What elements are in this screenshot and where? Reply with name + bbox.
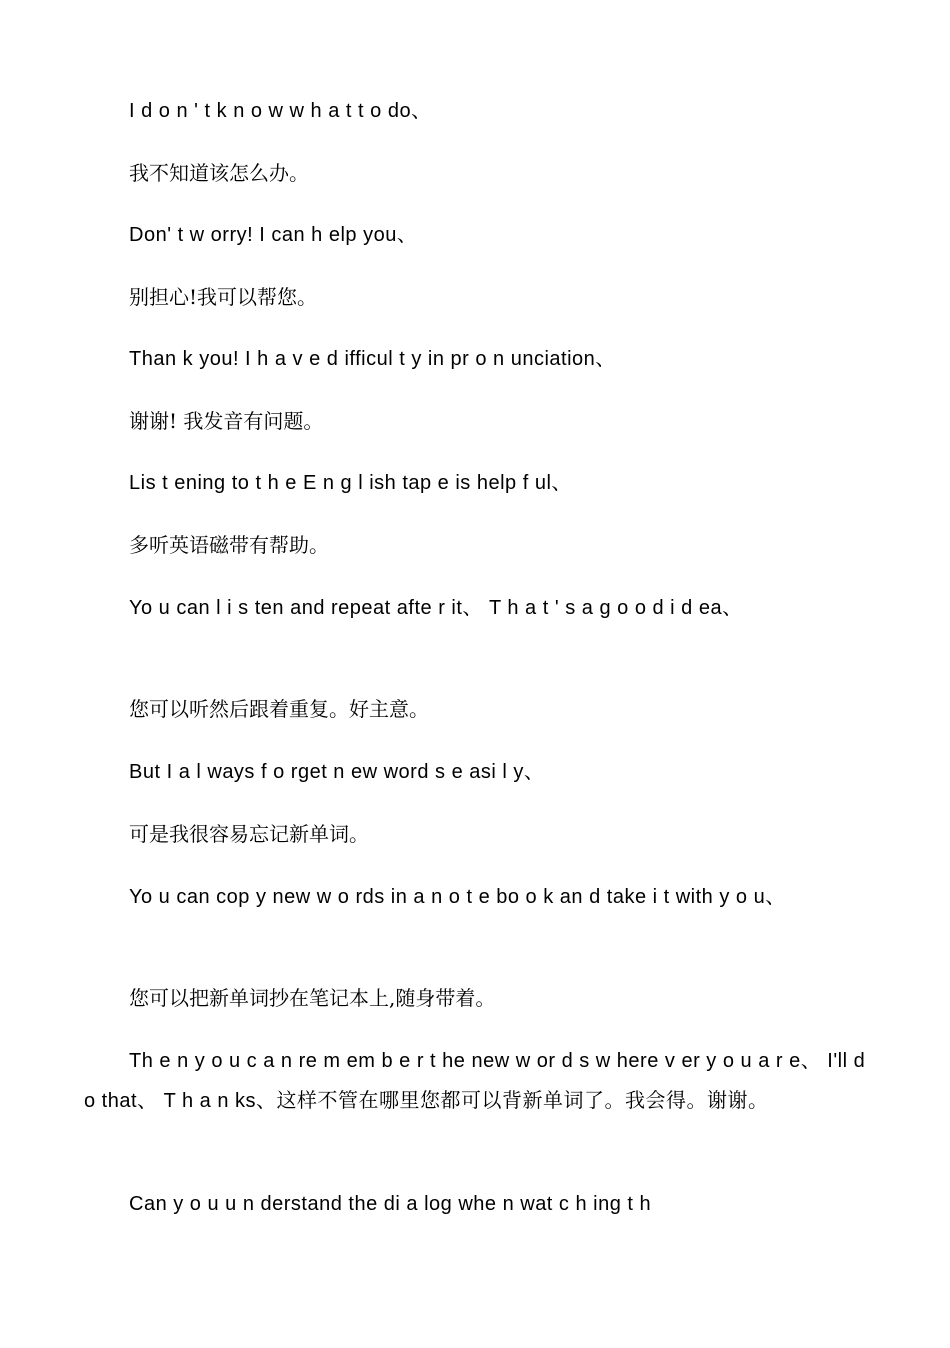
- english-sentence-4: Lis t ening to t h e E n g l ish tap e is help f ul、: [129, 472, 572, 494]
- chinese-translation-4: 多听英语磁带有帮助。: [129, 533, 329, 557]
- chinese-translation-6: 可是我很容易忘记新单词。: [129, 822, 369, 846]
- chinese-translation-2: 别担心!我可以帮您。: [129, 285, 318, 309]
- chinese-translation-5: 您可以听然后跟着重复。好主意。: [129, 697, 429, 721]
- chinese-translation-7: 您可以把新单词抄在笔记本上,随身带着。: [129, 986, 496, 1010]
- english-sentence-3: Than k you! I h a v e d ifficul t y in pr o n unciation、: [129, 348, 616, 370]
- chinese-translation-3: 谢谢! 我发音有问题。: [129, 409, 324, 433]
- english-sentence-7: Yo u can cop y new w o rds in a n o t e bo o k an d take i t with y o u、: [129, 886, 786, 908]
- chinese-translation-1: 我不知道该怎么办。: [129, 161, 309, 185]
- english-sentence-9: Can y o u u n derstand the di a log whe n wat c h ing t h: [129, 1193, 652, 1215]
- english-sentence-2: Don' t w orry! I can h elp you、: [129, 224, 418, 246]
- english-sentence-1: I d o n ' t k n o w w h a t t o do、: [129, 100, 432, 122]
- english-sentence-5: Yo u can l i s ten and repeat afte r it、 T h a t ' s a g o o d i d ea、: [129, 597, 743, 619]
- english-sentence-8: Th e n y o u c a n re m em b e r t he new w or d s w here v er y o u a r e、 I'll do that、 T h a n ks、这样不管在哪里您都可以背新单词了。我会得。谢谢。: [84, 1050, 866, 1112]
- english-sentence-6: But I a l ways f o rget n ew word s e asi l y、: [129, 761, 545, 783]
